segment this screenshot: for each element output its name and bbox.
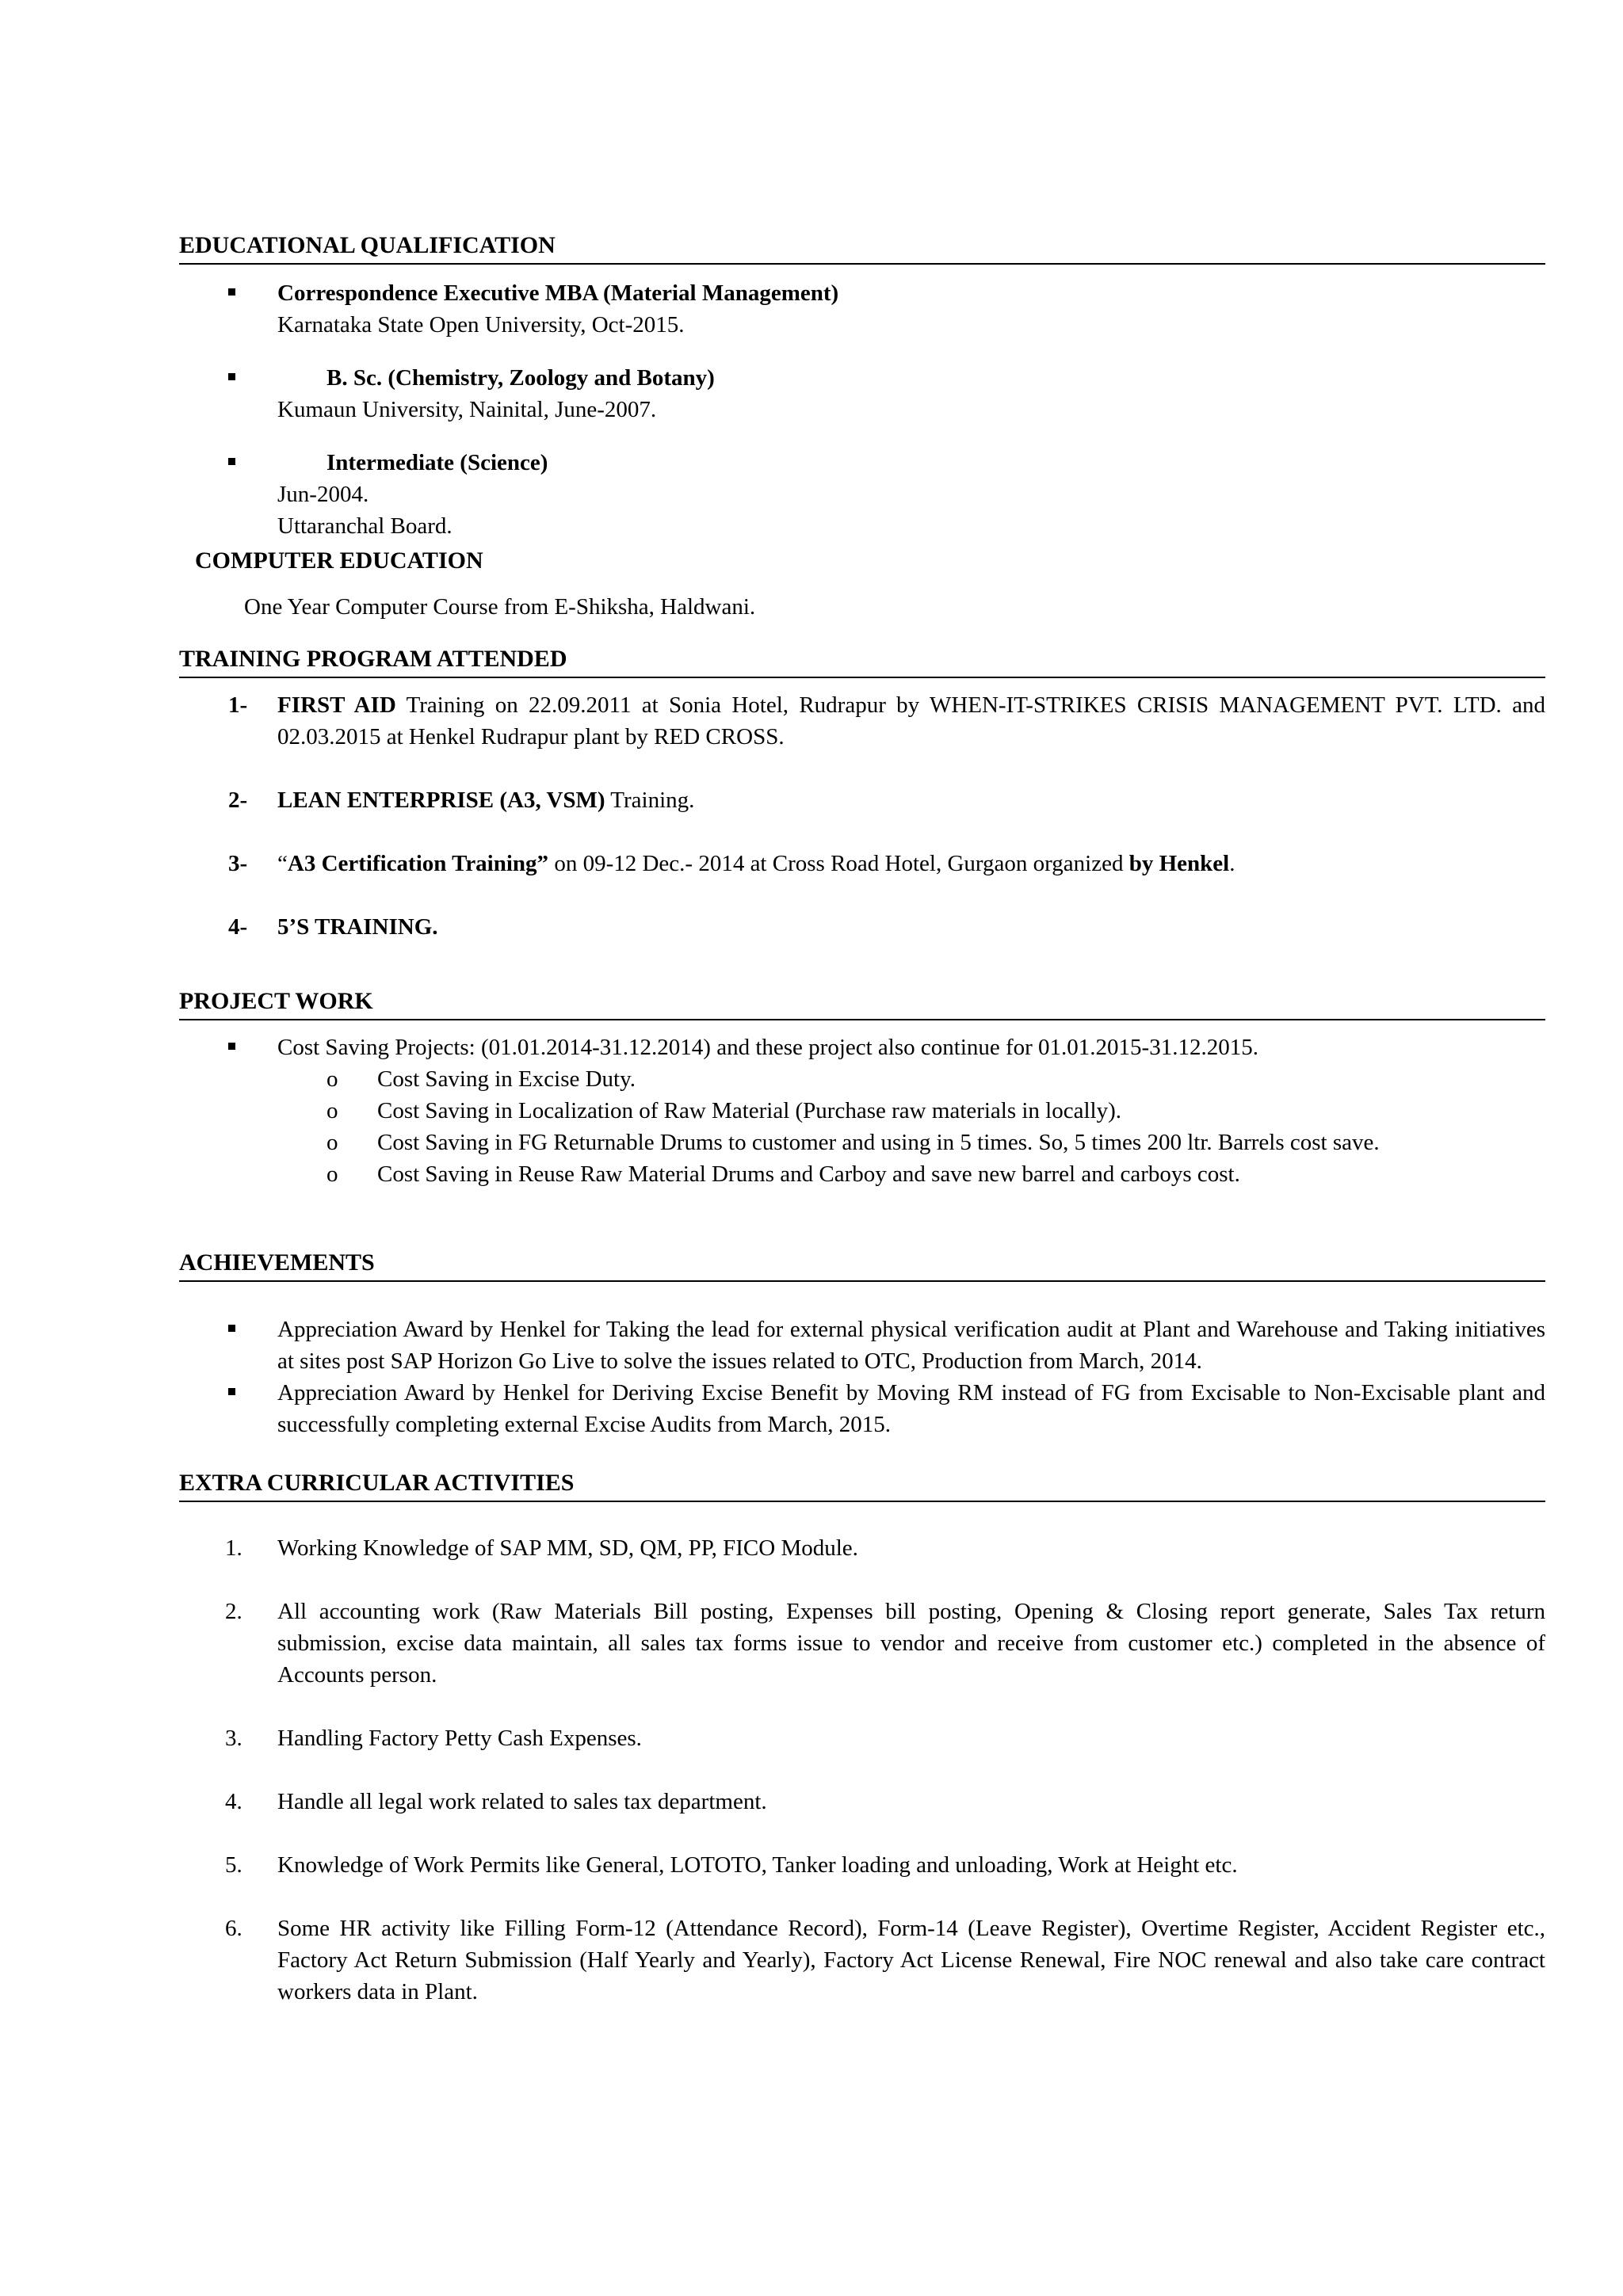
project-item: o Cost Saving in Excise Duty. bbox=[179, 1063, 1545, 1095]
circle-bullet-icon: o bbox=[327, 1066, 338, 1092]
training-item bbox=[179, 848, 1545, 879]
training-number: 1- bbox=[228, 692, 248, 718]
training-bold: 5’S TRAINING. bbox=[277, 914, 438, 940]
education-title: B. Sc. (Chemistry, Zoology and Botany) bbox=[327, 365, 715, 391]
extra-number: 4. bbox=[225, 1789, 242, 1814]
education-detail: Uttaranchal Board. bbox=[277, 513, 453, 539]
computer-heading: COMPUTER EDUCATION bbox=[195, 547, 483, 574]
project-heading: PROJECT WORK bbox=[179, 986, 1545, 1020]
training-quote: “ bbox=[277, 851, 288, 876]
circle-bullet-icon: o bbox=[327, 1130, 338, 1155]
square-bullet-icon bbox=[228, 373, 235, 380]
extra-number: 1. bbox=[225, 1535, 242, 1561]
project-item: o Cost Saving in Localization of Raw Material (Purchase raw materials in locally). bbox=[179, 1095, 1545, 1127]
extra-item: 4. Handle all legal work related to sales tax department. bbox=[179, 1786, 1545, 1817]
education-title: Intermediate (Science) bbox=[327, 450, 548, 475]
extra-number: 5. bbox=[225, 1852, 242, 1878]
education-title: Correspondence Executive MBA (Material Management) bbox=[277, 280, 839, 306]
education-detail: Jun-2004. bbox=[277, 482, 369, 507]
circle-bullet-icon: o bbox=[327, 1098, 338, 1123]
training-item bbox=[179, 784, 1545, 816]
extra-item: 3. Handling Factory Petty Cash Expenses. bbox=[179, 1722, 1545, 1754]
square-bullet-icon bbox=[228, 458, 235, 465]
square-bullet-icon bbox=[228, 1043, 235, 1050]
achievements-heading: ACHIEVEMENTS bbox=[179, 1247, 1545, 1282]
extra-item: 2. All accounting work (Raw Materials Bill posting, Expenses bill posting, Opening & Closing report generate, Sales Tax return submission, excise data maintain, all sales tax forms issue to vendor and receive from customer etc.) completed in the absence of Accounts person. bbox=[179, 1596, 1545, 1691]
circle-bullet-icon: o bbox=[327, 1161, 338, 1187]
computer-text: One Year Computer Course from E-Shiksha, Haldwani. bbox=[244, 594, 756, 620]
training-bold: LEAN ENTERPRISE (A3, VSM) bbox=[277, 788, 605, 813]
training-text: on 09-12 Dec.- 2014 at Cross Road Hotel, Gurgaon organized bbox=[548, 851, 1129, 876]
achievement-item: Appreciation Award by Henkel for Deriving Excise Benefit by Moving RM instead of FG from Excisable to Non-Excisable plant and successfully completing external Excise Audits from March, 2015. bbox=[179, 1377, 1545, 1440]
square-bullet-icon bbox=[228, 288, 235, 296]
square-bullet-icon bbox=[228, 1325, 235, 1332]
training-bold-org: by Henkel bbox=[1128, 851, 1230, 876]
achievement-item: Appreciation Award by Henkel for Taking the lead for external physical verification audit at Plant and Warehouse and Taking initiatives at sites post SAP Horizon Go Live to solve the issues related to OTC, Production from March, 2014. bbox=[179, 1314, 1545, 1377]
project-item: o Cost Saving in Reuse Raw Material Drums and Carboy and save new barrel and carboys cost. bbox=[179, 1158, 1545, 1190]
training-number: 4- bbox=[228, 914, 248, 940]
training-item bbox=[179, 689, 1545, 753]
education-detail: Kumaun University, Nainital, June-2007. bbox=[277, 397, 657, 422]
extra-item: 6. Some HR activity like Filling Form-12 (Attendance Record), Form-14 (Leave Register), Overtime Register, Accident Register etc., Factory Act Return Submission (Half Yearly and Yearly), Factory Act License Renewal, Fire NOC renewal and also take care contract workers data in Plant. bbox=[179, 1913, 1545, 2008]
training-bold: A3 Certification Training” bbox=[287, 851, 549, 876]
extra-heading: EXTRA CURRICULAR ACTIVITIES bbox=[179, 1467, 1545, 1502]
training-end: . bbox=[1229, 851, 1235, 876]
training-text: Training. bbox=[605, 788, 695, 813]
training-bold: FIRST AID bbox=[277, 692, 396, 718]
extra-number: 3. bbox=[225, 1726, 242, 1751]
extra-number: 6. bbox=[225, 1916, 242, 1941]
education-heading: EDUCATIONAL QUALIFICATION bbox=[179, 230, 1545, 265]
training-item bbox=[179, 911, 1545, 943]
training-text: Training on 22.09.2011 at Sonia Hotel, Rudrapur by WHEN-IT-STRIKES CRISIS MANAGEMENT PVT. LTD. and 02.03.2015 at Henkel Rudrapur plant by RED CROSS. bbox=[277, 692, 1545, 749]
education-item bbox=[179, 277, 1545, 341]
extra-item: 1. Working Knowledge of SAP MM, SD, QM, PP, FICO Module. bbox=[179, 1532, 1545, 1564]
training-heading: TRAINING PROGRAM ATTENDED bbox=[179, 643, 1545, 678]
square-bullet-icon bbox=[228, 1388, 235, 1395]
education-item bbox=[179, 447, 1545, 542]
resume-page bbox=[179, 230, 1545, 2008]
education-item bbox=[179, 362, 1545, 425]
project-intro: Cost Saving Projects: (01.01.2014-31.12.2014) and these project also continue for 01.01.2015-31.12.2015. bbox=[179, 1032, 1545, 1063]
extra-number: 2. bbox=[225, 1599, 242, 1624]
extra-item: 5. Knowledge of Work Permits like General, LOTOTO, Tanker loading and unloading, Work at Height etc. bbox=[179, 1849, 1545, 1881]
training-number: 3- bbox=[228, 851, 248, 876]
training-number: 2- bbox=[228, 788, 248, 813]
education-detail: Karnataka State Open University, Oct-2015. bbox=[277, 312, 685, 338]
project-item: o Cost Saving in FG Returnable Drums to customer and using in 5 times. So, 5 times 200 ltr. Barrels cost save. bbox=[179, 1127, 1545, 1158]
